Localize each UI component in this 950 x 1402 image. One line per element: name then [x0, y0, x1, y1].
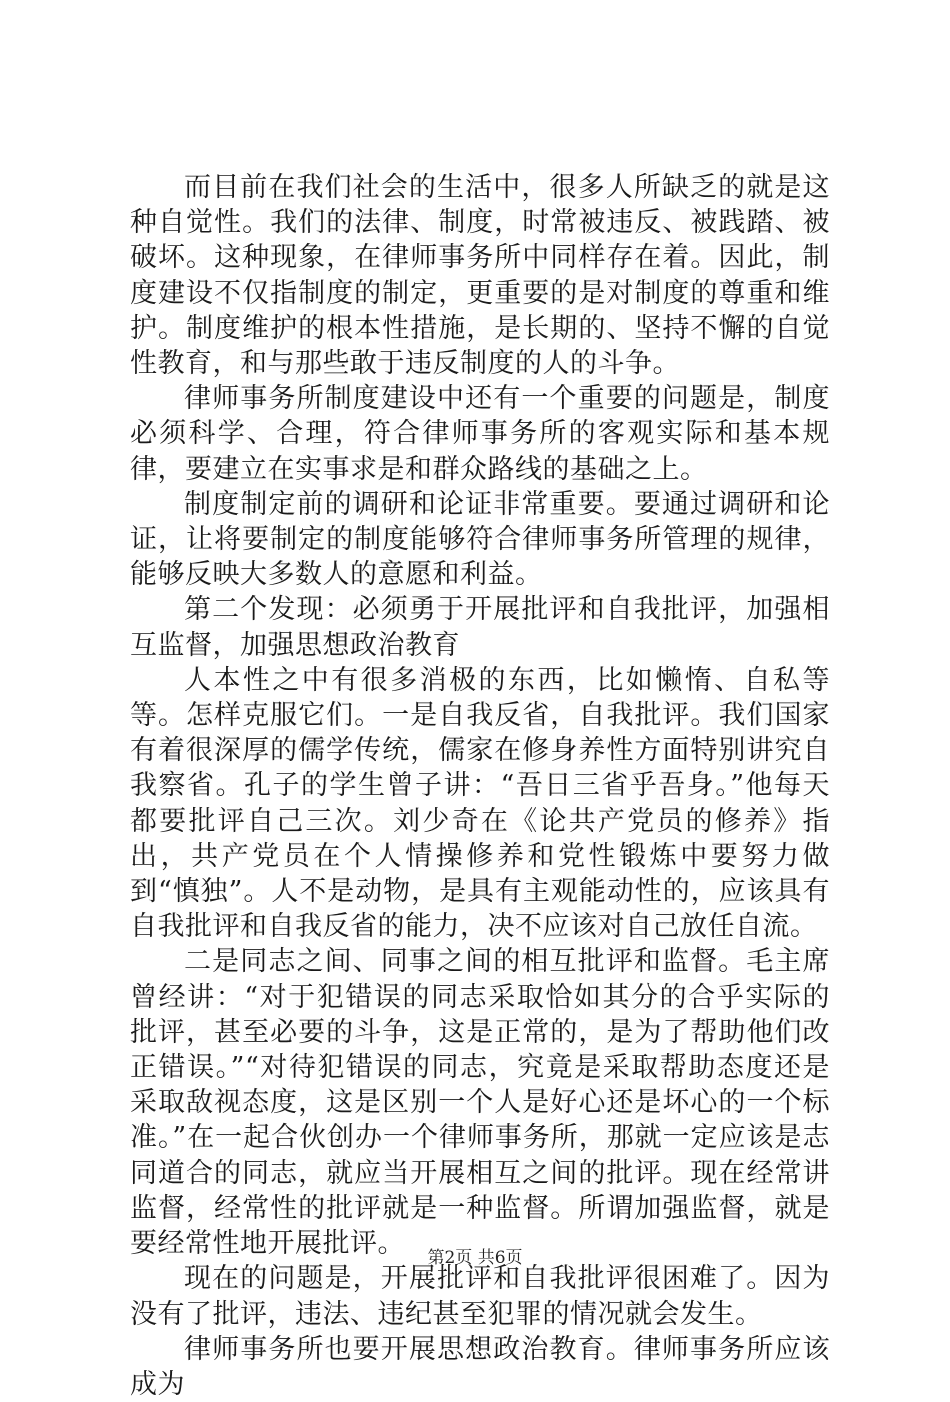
section-heading: 第二个发现：必须勇于开展批评和自我批评，加强相互监督，加强思想政治教育	[130, 594, 830, 661]
paragraph: 律师事务所制度建设中还有一个重要的问题是，制度必须科学、合理，符合律师事务所的客观实际和基本规律，要建立在实事求是和群众路线的基础之上。	[130, 383, 830, 485]
page-number-footer: 第2页 共6页	[427, 1248, 523, 1268]
paragraph: 而目前在我们社会的生活中，很多人所缺乏的就是这种自觉性。我们的法律、制度，时常被违反、被践踏、被破坏。这种现象，在律师事务所中同样存在着。因此，制度建设不仅指制度的制定，更重要的是对制度的尊重和维护。制度维护的根本性措施，是长期的、坚持不懈的自觉性教育，和与那些敢于违反制度的人的斗争。	[130, 172, 830, 380]
paragraph: 律师事务所也要开展思想政治教育。律师事务所应该成为	[130, 1333, 830, 1400]
document-body	[130, 170, 830, 1402]
paragraph: 人本性之中有很多消极的东西，比如懒惰、自私等等。怎样克服它们。一是自我反省，自我批评。我们国家有着很深厚的儒学传统，儒家在修身养性方面特别讲究自我察省。孔子的学生曾子讲：“吾日三省乎吾身。”他每天都要批评自己三次。刘少奇在《论共产党员的修养》指出，共产党员在个人情操修养和党性锻炼中要努力做到“慎独”。人不是动物，是具有主观能动性的，应该具有自我批评和自我反省的能力，决不应该对自己放任自流。	[130, 664, 830, 943]
paragraph: 二是同志之间、同事之间的相互批评和监督。毛主席曾经讲：“对于犯错误的同志采取恰如其分的合乎实际的批评，甚至必要的斗争，这是正常的，是为了帮助他们改正错误。”“对待犯错误的同志，究竟是采取帮助态度还是采取敌视态度，这是区别一个人是好心还是坏心的一个标准。”在一起合伙创办一个律师事务所，那就一定应该是志同道合的同志，就应当开展相互之间的批评。现在经常讲监督，经常性的批评就是一种监督。所谓加强监督，就是要经常性地开展批评。	[130, 946, 830, 1260]
paragraph: 制度制定前的调研和论证非常重要。要通过调研和论证，让将要制定的制度能够符合律师事务所管理的规律，能够反映大多数人的意愿和利益。	[130, 488, 830, 591]
paragraph: 现在的问题是，开展批评和自我批评很困难了。因为没有了批评，违法、违纪甚至犯罪的情况就会发生。	[130, 1263, 830, 1330]
